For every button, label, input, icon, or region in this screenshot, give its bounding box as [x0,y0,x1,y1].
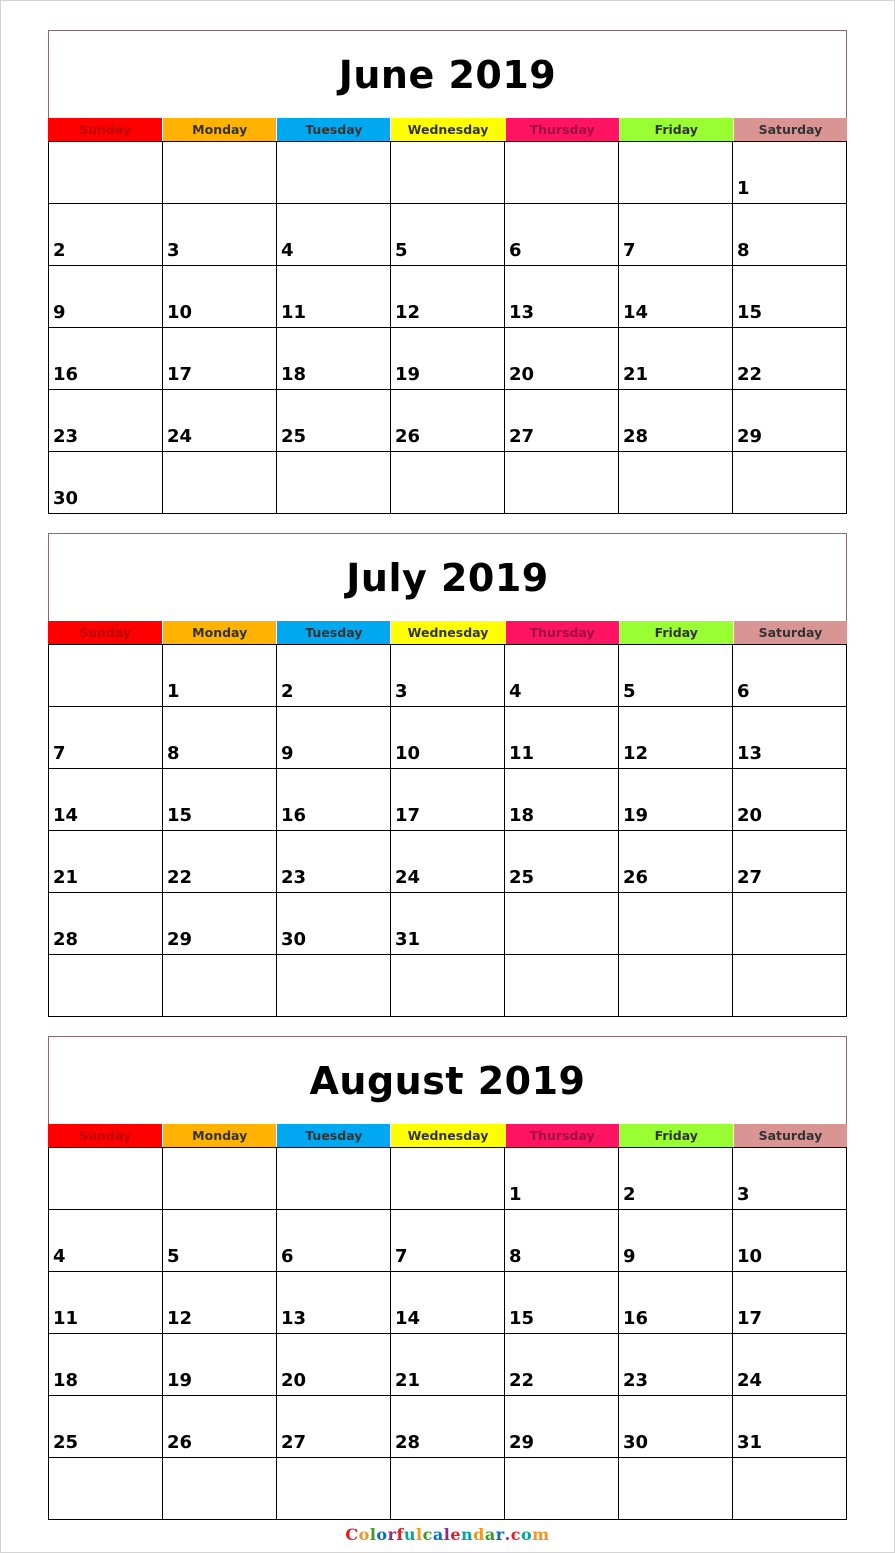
day-number: 14 [395,1308,421,1329]
day-cell [391,266,505,328]
day-cell [49,1396,163,1458]
day-cell [49,955,163,1017]
day-cell [391,831,505,893]
day-cell [619,266,733,328]
day-number: 30 [53,488,79,509]
day-number: 28 [623,426,649,447]
day-cell [505,769,619,831]
weekday-sunday: Sunday [48,118,162,141]
day-cell [277,1272,391,1334]
day-number: 6 [737,681,750,702]
weekday-tuesday: Tuesday [276,118,390,141]
day-cell [733,1148,847,1210]
weekday-wednesday: Wednesday [390,1124,504,1147]
day-cell [277,1334,391,1396]
footer-letter: a [484,1525,496,1544]
day-number: 14 [53,805,79,826]
month-title: July 2019 [346,555,549,600]
day-cell [733,142,847,204]
day-number: 12 [395,302,421,323]
footer-letter: l [443,1525,451,1544]
day-number: 17 [167,364,193,385]
day-cell [163,1148,277,1210]
day-number: 19 [395,364,421,385]
day-number: 2 [53,240,66,261]
day-cell [733,831,847,893]
day-number: 4 [281,240,294,261]
day-number: 7 [623,240,636,261]
day-cell [733,204,847,266]
day-cell [505,204,619,266]
weekday-wednesday: Wednesday [390,118,504,141]
day-cell [733,707,847,769]
day-number: 2 [623,1184,636,1205]
day-cell [505,707,619,769]
day-cell [277,893,391,955]
day-cell [619,1210,733,1272]
footer-watermark [0,1525,895,1544]
day-cell [505,1458,619,1520]
day-number: 27 [281,1432,307,1453]
day-number: 18 [53,1370,79,1391]
footer-letter: o [520,1525,533,1544]
day-cell [163,142,277,204]
day-number: 17 [395,805,421,826]
day-number: 18 [509,805,535,826]
day-number: 10 [737,1246,763,1267]
footer-letter: . [504,1525,511,1544]
day-number: 15 [509,1308,535,1329]
day-cell [619,955,733,1017]
weekday-tuesday: Tuesday [276,1124,390,1147]
day-number: 8 [737,240,750,261]
month-title-box [48,533,847,621]
day-number: 13 [281,1308,307,1329]
day-cell [163,328,277,390]
day-number: 26 [395,426,421,447]
day-cell [619,831,733,893]
day-number: 19 [623,805,649,826]
day-cell [163,1458,277,1520]
day-cell [49,204,163,266]
footer-letter: u [403,1525,417,1544]
day-cell [505,645,619,707]
weekday-header-row [48,621,847,644]
month-title: June 2019 [338,52,557,97]
calendar-july [48,533,847,1017]
day-cell [391,452,505,514]
day-number: 3 [167,240,180,261]
month-title-box [48,30,847,118]
day-number: 11 [53,1308,79,1329]
day-cell [277,452,391,514]
day-cell [277,1458,391,1520]
weekday-thursday: Thursday [505,621,619,644]
day-cell [49,1334,163,1396]
day-number: 30 [623,1432,649,1453]
day-number: 22 [509,1370,535,1391]
weekday-friday: Friday [619,118,733,141]
day-cell [391,142,505,204]
day-cell [391,1396,505,1458]
day-cell [277,1148,391,1210]
day-cell [163,390,277,452]
day-cell [277,707,391,769]
day-cell [163,645,277,707]
day-number: 12 [167,1308,193,1329]
day-cell [733,769,847,831]
day-cell [49,1148,163,1210]
day-number: 21 [53,867,79,888]
day-cell [619,645,733,707]
day-number: 13 [509,302,535,323]
weekday-thursday: Thursday [505,118,619,141]
day-cell [277,955,391,1017]
days-grid [48,1147,847,1520]
day-cell [505,1272,619,1334]
day-cell [391,1458,505,1520]
footer-letter: n [461,1525,474,1544]
day-cell [391,328,505,390]
day-number: 5 [167,1246,180,1267]
day-cell [505,452,619,514]
footer-letter: l [369,1525,377,1544]
day-cell [163,893,277,955]
day-number: 22 [737,364,763,385]
day-number: 27 [737,867,763,888]
day-cell [505,142,619,204]
day-cell [163,266,277,328]
day-cell [49,1458,163,1520]
weekday-wednesday: Wednesday [390,621,504,644]
day-cell [277,769,391,831]
day-cell [277,266,391,328]
weekday-header-row [48,1124,847,1147]
day-number: 9 [53,302,66,323]
day-number: 17 [737,1308,763,1329]
weekday-saturday: Saturday [733,1124,847,1147]
day-number: 26 [623,867,649,888]
day-cell [49,645,163,707]
day-cell [619,452,733,514]
weekday-monday: Monday [162,1124,276,1147]
day-number: 28 [395,1432,421,1453]
footer-letter: r [387,1525,397,1544]
day-number: 25 [53,1432,79,1453]
footer-letter: C [345,1525,359,1544]
day-cell [163,452,277,514]
day-cell [391,1148,505,1210]
day-cell [733,893,847,955]
day-number: 6 [281,1246,294,1267]
month-title-box [48,1036,847,1124]
weekday-sunday: Sunday [48,621,162,644]
day-number: 31 [395,929,421,950]
day-number: 6 [509,240,522,261]
day-number: 8 [509,1246,522,1267]
day-cell [733,1334,847,1396]
day-cell [733,1396,847,1458]
footer-letter: f [396,1525,404,1544]
weekday-sunday: Sunday [48,1124,162,1147]
day-cell [619,1458,733,1520]
footer-letter: m [532,1525,550,1544]
weekday-tuesday: Tuesday [276,621,390,644]
day-number: 30 [281,929,307,950]
day-cell [163,707,277,769]
footer-letter: a [432,1525,444,1544]
day-cell [619,328,733,390]
day-number: 11 [509,743,535,764]
day-cell [391,893,505,955]
day-cell [163,955,277,1017]
day-number: 23 [53,426,79,447]
day-cell [277,1396,391,1458]
day-cell [391,390,505,452]
day-number: 20 [509,364,535,385]
day-number: 1 [509,1184,522,1205]
day-number: 29 [167,929,193,950]
footer-letter: r [495,1525,505,1544]
day-cell [49,769,163,831]
month-title: August 2019 [309,1058,586,1103]
day-cell [391,1334,505,1396]
footer-letter: c [510,1525,521,1544]
day-number: 1 [737,178,750,199]
day-cell [163,769,277,831]
day-cell [733,452,847,514]
day-number: 29 [737,426,763,447]
day-cell [505,893,619,955]
footer-letter: l [416,1525,423,1544]
day-cell [163,204,277,266]
day-cell [619,707,733,769]
day-cell [49,831,163,893]
weekday-monday: Monday [162,621,276,644]
day-number: 27 [509,426,535,447]
day-cell [619,204,733,266]
day-cell [163,1272,277,1334]
day-cell [277,142,391,204]
calendar-august [48,1036,847,1520]
day-cell [733,1210,847,1272]
day-number: 13 [737,743,763,764]
day-number: 23 [623,1370,649,1391]
day-cell [49,893,163,955]
day-cell [277,204,391,266]
day-number: 11 [281,302,307,323]
day-number: 31 [737,1432,763,1453]
day-number: 28 [53,929,79,950]
footer-letter: o [358,1525,370,1544]
day-number: 22 [167,867,193,888]
day-cell [391,707,505,769]
day-cell [163,1396,277,1458]
day-number: 18 [281,364,307,385]
weekday-thursday: Thursday [505,1124,619,1147]
day-number: 9 [281,743,294,764]
weekday-header-row [48,118,847,141]
day-cell [277,831,391,893]
day-number: 29 [509,1432,535,1453]
day-cell [277,328,391,390]
day-cell [505,390,619,452]
day-cell [733,390,847,452]
days-grid [48,141,847,514]
day-cell [733,328,847,390]
day-number: 4 [53,1246,66,1267]
day-number: 3 [737,1184,750,1205]
day-number: 12 [623,743,649,764]
day-number: 26 [167,1432,193,1453]
day-cell [163,1334,277,1396]
footer-letter: c [422,1525,433,1544]
day-number: 24 [167,426,193,447]
day-cell [733,1458,847,1520]
day-number: 21 [623,364,649,385]
day-cell [391,645,505,707]
day-cell [277,390,391,452]
weekday-monday: Monday [162,118,276,141]
day-cell [49,328,163,390]
day-cell [619,142,733,204]
day-cell [619,1396,733,1458]
day-cell [277,1210,391,1272]
day-number: 7 [53,743,66,764]
day-cell [733,645,847,707]
day-cell [391,204,505,266]
day-number: 24 [395,867,421,888]
day-cell [505,831,619,893]
day-cell [733,955,847,1017]
day-number: 19 [167,1370,193,1391]
day-number: 14 [623,302,649,323]
day-cell [505,1210,619,1272]
day-cell [619,1272,733,1334]
day-number: 10 [395,743,421,764]
day-cell [619,1148,733,1210]
day-cell [49,390,163,452]
day-number: 21 [395,1370,421,1391]
day-cell [505,266,619,328]
day-cell [619,390,733,452]
day-cell [163,1210,277,1272]
day-number: 8 [167,743,180,764]
day-cell [505,1148,619,1210]
weekday-friday: Friday [619,621,733,644]
days-grid [48,644,847,1017]
day-number: 20 [737,805,763,826]
weekday-friday: Friday [619,1124,733,1147]
day-number: 4 [509,681,522,702]
day-number: 25 [281,426,307,447]
day-number: 16 [623,1308,649,1329]
day-cell [391,955,505,1017]
day-cell [391,1272,505,1334]
day-number: 15 [737,302,763,323]
day-cell [49,1272,163,1334]
calendar-june [48,30,847,514]
footer-letter: e [450,1525,461,1544]
day-cell [391,1210,505,1272]
day-cell [505,1396,619,1458]
day-cell [163,831,277,893]
day-number: 5 [623,681,636,702]
day-number: 16 [53,364,79,385]
day-cell [49,452,163,514]
day-cell [505,1334,619,1396]
day-number: 9 [623,1246,636,1267]
day-cell [391,769,505,831]
weekday-saturday: Saturday [733,118,847,141]
day-cell [505,328,619,390]
day-number: 23 [281,867,307,888]
weekday-saturday: Saturday [733,621,847,644]
day-number: 7 [395,1246,408,1267]
day-cell [619,1334,733,1396]
day-cell [49,142,163,204]
day-number: 2 [281,681,294,702]
day-number: 20 [281,1370,307,1391]
day-number: 24 [737,1370,763,1391]
day-number: 15 [167,805,193,826]
day-number: 16 [281,805,307,826]
footer-letter: d [473,1525,485,1544]
day-number: 5 [395,240,408,261]
footer-letter: o [376,1525,388,1544]
day-cell [49,1210,163,1272]
day-cell [505,955,619,1017]
day-cell [49,707,163,769]
day-number: 25 [509,867,535,888]
day-number: 1 [167,681,180,702]
day-number: 10 [167,302,193,323]
day-cell [619,893,733,955]
day-cell [733,266,847,328]
day-cell [277,645,391,707]
day-cell [619,769,733,831]
day-number: 3 [395,681,408,702]
day-cell [49,266,163,328]
day-cell [733,1272,847,1334]
